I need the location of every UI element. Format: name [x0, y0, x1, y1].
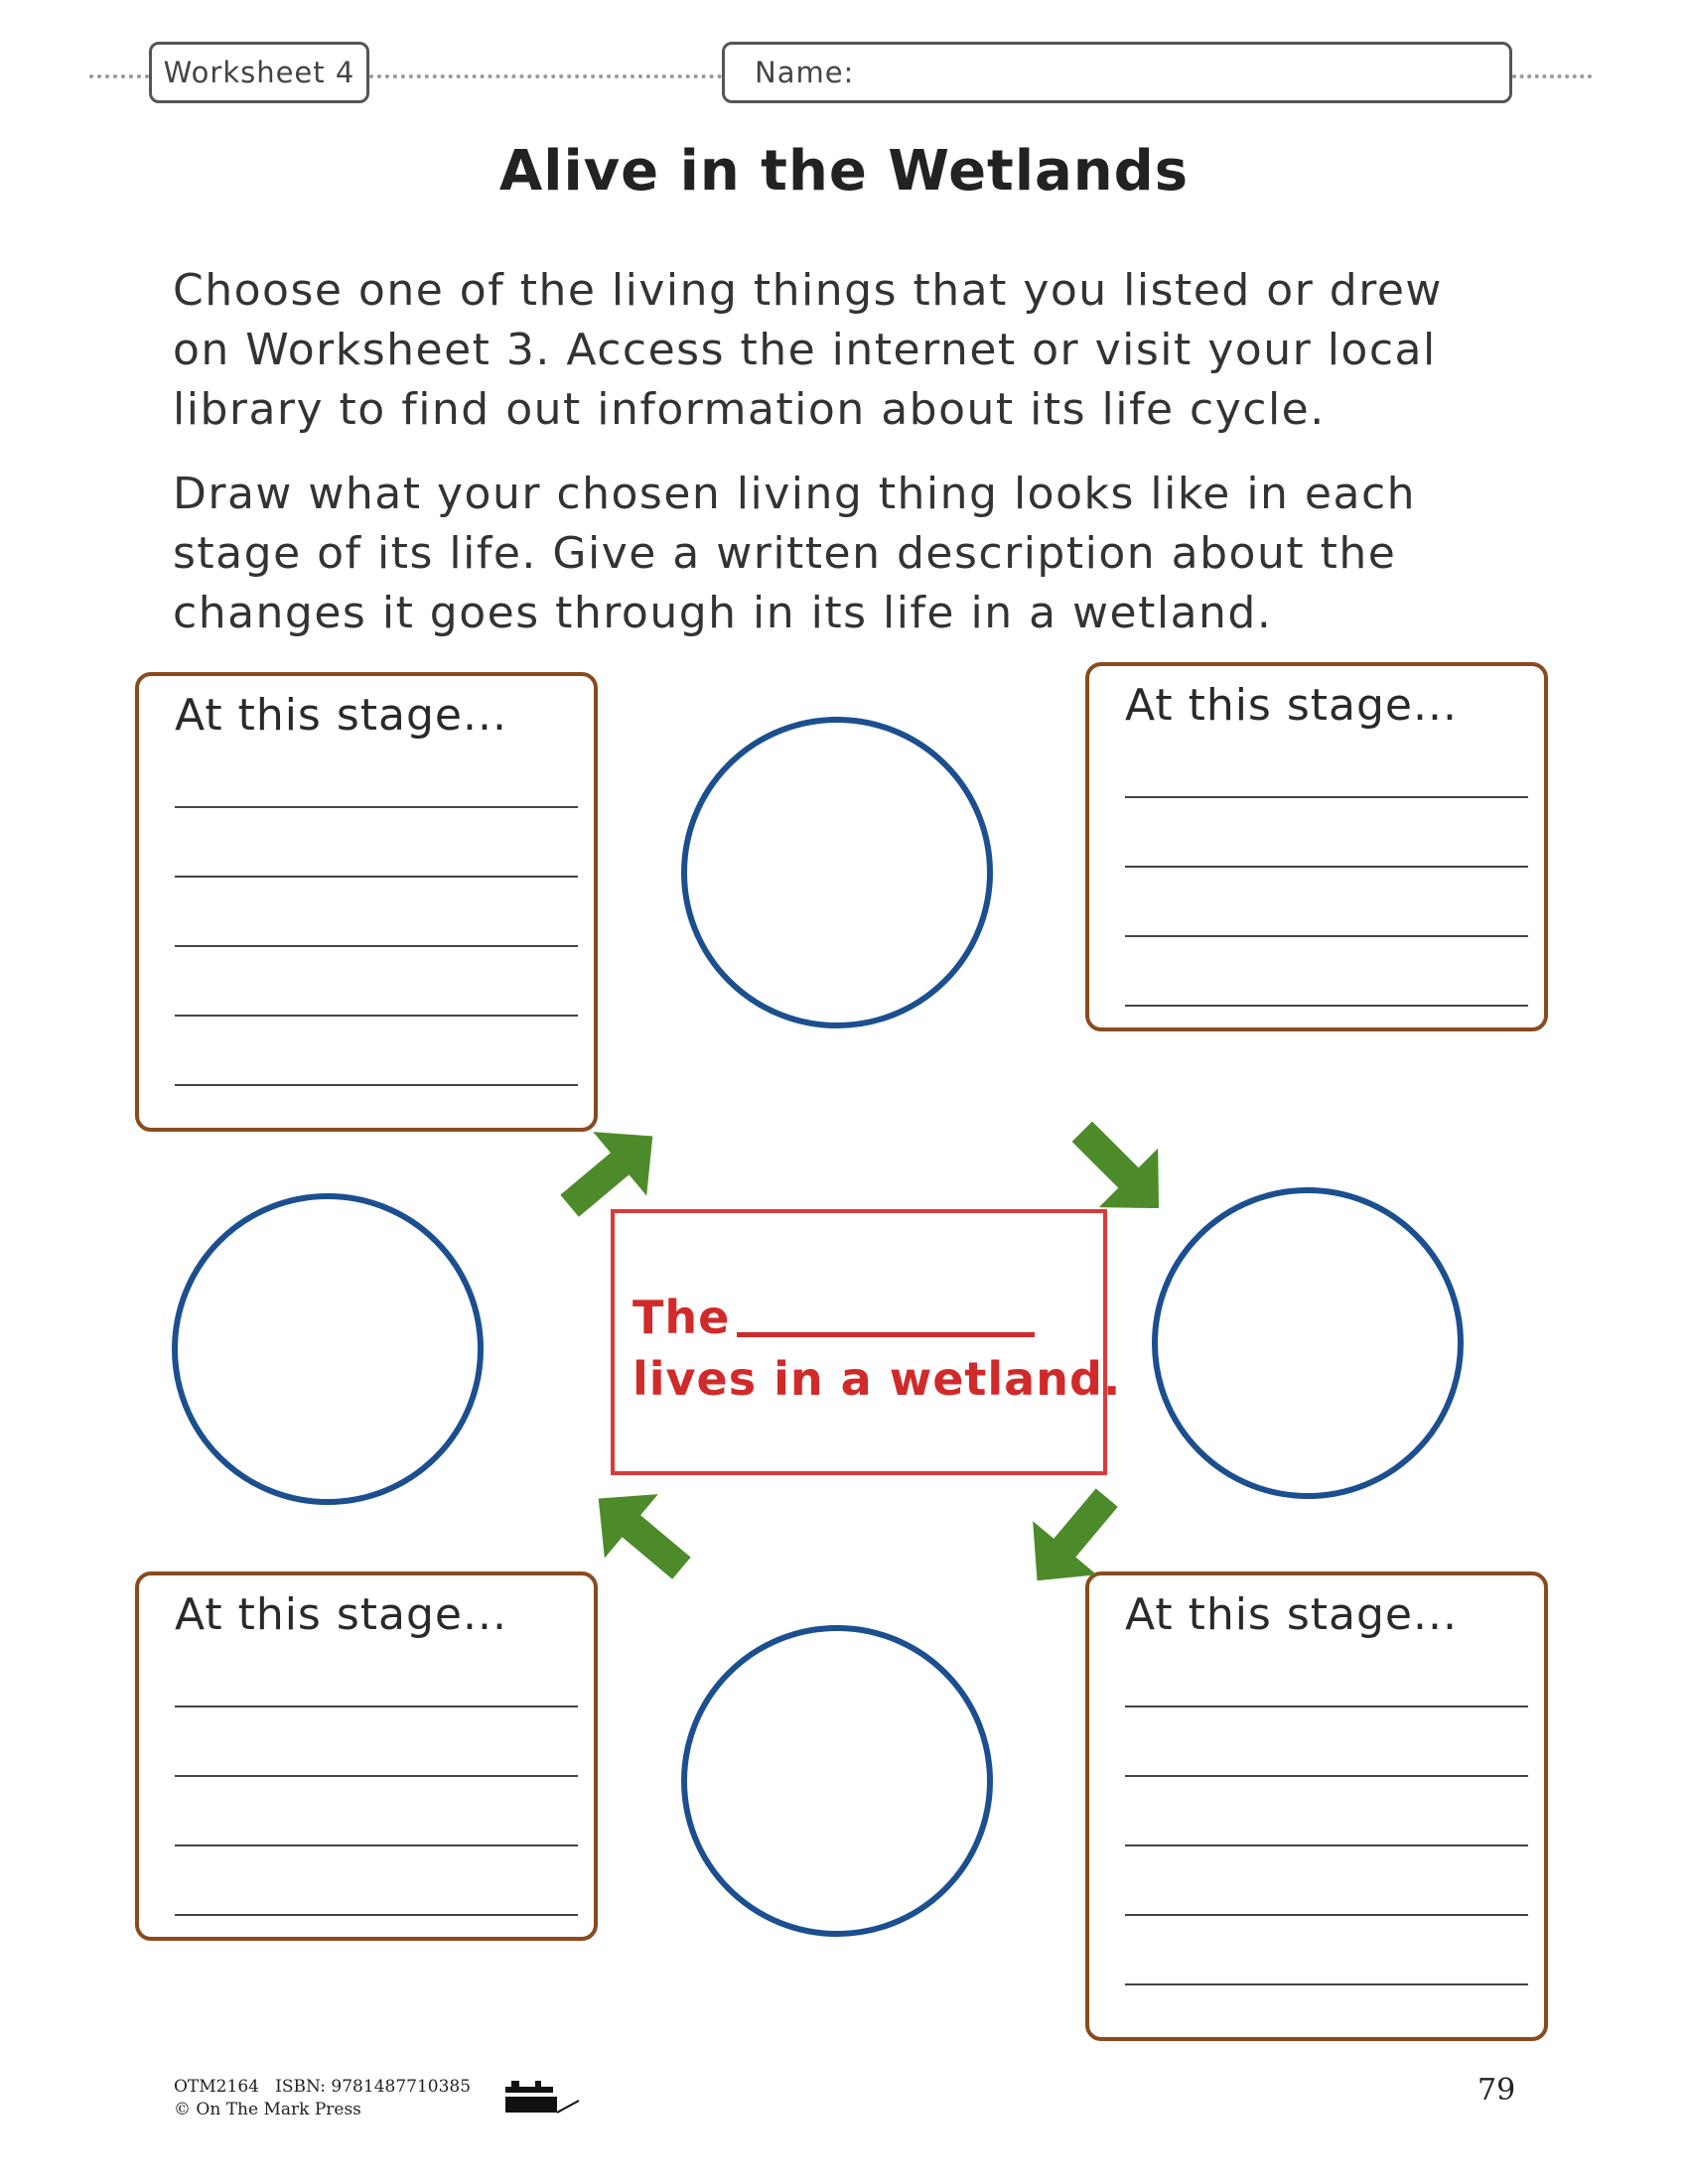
stage-box-bottom-right[interactable] [1085, 1571, 1548, 2041]
stage-box-heading: At this stage... [175, 690, 507, 741]
footer-product-code [174, 2077, 471, 2097]
drawing-circle-right[interactable] [1152, 1187, 1464, 1499]
write-line [175, 1914, 578, 1916]
stage-box-top-left[interactable] [135, 672, 598, 1132]
animal-name-blank[interactable] [737, 1332, 1035, 1337]
stage-box-top-right[interactable] [1085, 662, 1548, 1031]
name-label: Name: [755, 56, 855, 89]
instruction-paragraph-1: Choose one of the living things that you listed or drew on Worksheet 3. Access the internet or visit your local library to find out information about its life cycle. [173, 265, 1443, 435]
header-dotted-rule-mid [369, 74, 722, 78]
page-number: 79 [1477, 2073, 1516, 2108]
isbn: ISBN: 9781487710385 [275, 2077, 472, 2097]
stage-box-heading: At this stage... [1125, 1589, 1458, 1640]
page-title: Alive in the Wetlands [498, 139, 1190, 204]
write-line [175, 876, 578, 878]
write-line [1125, 1775, 1528, 1777]
write-line [175, 1775, 578, 1777]
drawing-circle-bottom[interactable] [681, 1625, 993, 1937]
worksheet-tab [149, 42, 369, 103]
publisher-logo-icon [501, 2077, 581, 2116]
worksheet-label: Worksheet 4 [163, 56, 355, 89]
write-line [1125, 796, 1528, 798]
stage-box-heading: At this stage... [1125, 680, 1458, 731]
write-line [1125, 866, 1528, 868]
center-line-1: The [633, 1291, 731, 1344]
write-line [175, 1015, 578, 1017]
write-line [1125, 1706, 1528, 1707]
footer-copyright: © On The Mark Press [174, 2100, 361, 2119]
stage-box-heading: At this stage... [175, 1589, 507, 1640]
write-line [1125, 1005, 1528, 1007]
write-line [175, 806, 578, 808]
stage-box-bottom-left[interactable] [135, 1571, 598, 1941]
drawing-circle-left[interactable] [172, 1193, 484, 1505]
write-line [175, 1844, 578, 1846]
center-line-2: lives in a wetland. [633, 1352, 1122, 1406]
write-line [175, 1706, 578, 1707]
product-code: OTM2164 [174, 2077, 259, 2097]
write-line [175, 945, 578, 947]
write-line [175, 1084, 578, 1086]
center-statement-box [611, 1209, 1122, 1475]
header-dotted-rule-left [89, 74, 149, 78]
instruction-paragraph-2: Draw what your chosen living thing looks like in each stage of its life. Give a written description about the changes it goes through in its life in a wetland. [173, 469, 1417, 638]
name-field[interactable] [722, 42, 1512, 103]
header-dotted-rule-right [1512, 74, 1592, 78]
write-line [1125, 1914, 1528, 1916]
write-line [1125, 1983, 1528, 1985]
write-line [1125, 935, 1528, 937]
write-line [1125, 1844, 1528, 1846]
drawing-circle-top[interactable] [681, 717, 993, 1028]
